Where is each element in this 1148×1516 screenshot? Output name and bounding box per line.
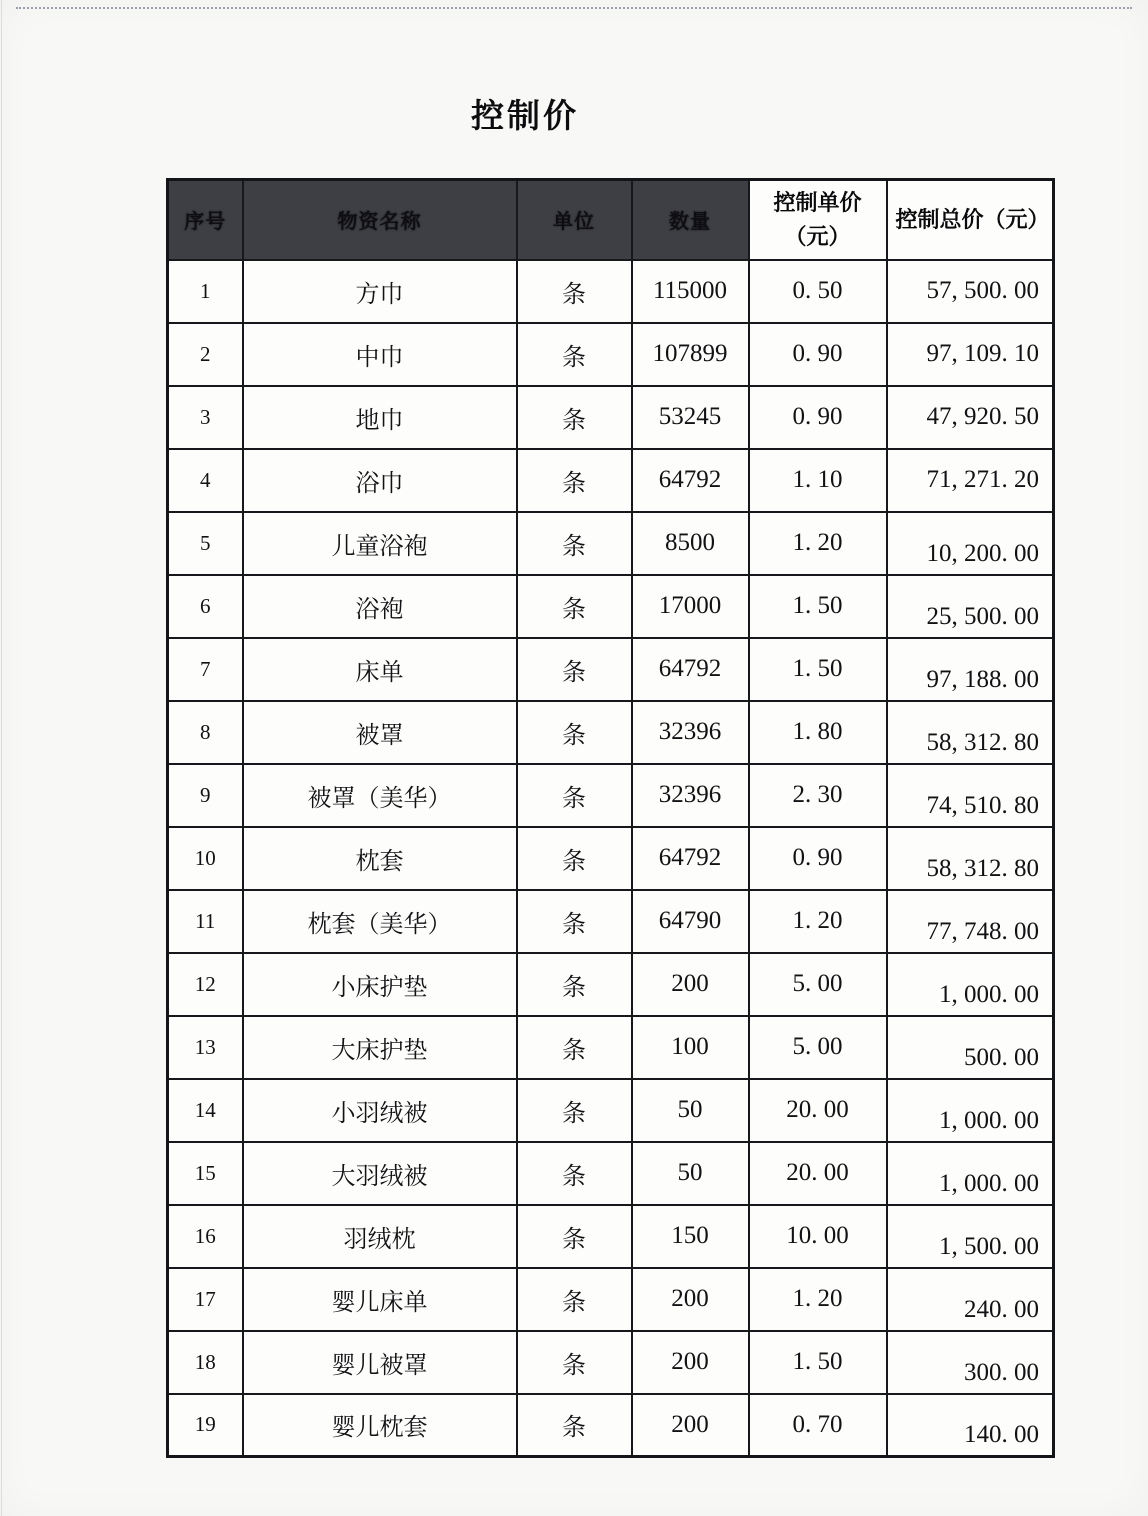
- cell-item-name: 被罩（美华）: [243, 764, 517, 827]
- cell-unit: 条: [517, 323, 632, 386]
- cell-seq: 10: [168, 827, 243, 890]
- cell-unit: 条: [517, 1331, 632, 1394]
- cell-total-price: 25, 500. 00: [887, 575, 1054, 638]
- cell-unit: 条: [517, 1142, 632, 1205]
- cell-total-price: 47, 920. 50: [887, 386, 1054, 449]
- cell-item-name: 婴儿枕套: [243, 1394, 517, 1457]
- table-row: [168, 260, 1054, 323]
- cell-quantity: 8500: [632, 512, 749, 575]
- header-cell-qty: 数量: [632, 180, 749, 260]
- table-row: [168, 512, 1054, 575]
- header-cell-unit: 单位: [517, 180, 632, 260]
- cell-quantity: 17000: [632, 575, 749, 638]
- cell-quantity: 200: [632, 953, 749, 1016]
- cell-unit-price: 1. 20: [749, 1268, 887, 1331]
- cell-total-price: 97, 188. 00: [887, 638, 1054, 701]
- table-row: [168, 953, 1054, 1016]
- table-header-row: [168, 180, 1054, 260]
- cell-quantity: 32396: [632, 764, 749, 827]
- cell-total-price: 77, 748. 00: [887, 890, 1054, 953]
- cell-seq: 5: [168, 512, 243, 575]
- cell-total-price: 1, 500. 00: [887, 1205, 1054, 1268]
- cell-total-price: 74, 510. 80: [887, 764, 1054, 827]
- cell-total-price: 240. 00: [887, 1268, 1054, 1331]
- cell-quantity: 100: [632, 1016, 749, 1079]
- table-row: [168, 638, 1054, 701]
- cell-total-price: 500. 00: [887, 1016, 1054, 1079]
- cell-quantity: 64792: [632, 449, 749, 512]
- cell-item-name: 婴儿被罩: [243, 1331, 517, 1394]
- cell-item-name: 中巾: [243, 323, 517, 386]
- cell-unit-price: 1. 80: [749, 701, 887, 764]
- table-row: [168, 386, 1054, 449]
- table-row: [168, 827, 1054, 890]
- cell-seq: 8: [168, 701, 243, 764]
- cell-quantity: 50: [632, 1079, 749, 1142]
- cell-seq: 19: [168, 1394, 243, 1457]
- cell-item-name: 大羽绒被: [243, 1142, 517, 1205]
- table-row: [168, 323, 1054, 386]
- cell-unit: 条: [517, 1205, 632, 1268]
- cell-seq: 17: [168, 1268, 243, 1331]
- header-cell-seq: 序号: [168, 180, 243, 260]
- cell-quantity: 200: [632, 1331, 749, 1394]
- cell-quantity: 32396: [632, 701, 749, 764]
- scan-artifact-left-edge: [1, 0, 2, 1516]
- table-row: [168, 1079, 1054, 1142]
- page-title: 控制价: [471, 97, 579, 134]
- cell-unit: 条: [517, 953, 632, 1016]
- scan-artifact-top-edge: [16, 7, 1132, 9]
- cell-seq: 9: [168, 764, 243, 827]
- cell-total-price: 300. 00: [887, 1331, 1054, 1394]
- cell-item-name: 浴巾: [243, 449, 517, 512]
- cell-total-price: 10, 200. 00: [887, 512, 1054, 575]
- cell-seq: 18: [168, 1331, 243, 1394]
- cell-unit-price: 5. 00: [749, 1016, 887, 1079]
- cell-unit: 条: [517, 701, 632, 764]
- cell-unit-price: 0. 90: [749, 386, 887, 449]
- cell-item-name: 羽绒枕: [243, 1205, 517, 1268]
- table-row: [168, 1331, 1054, 1394]
- table-row: [168, 1394, 1054, 1457]
- cell-unit-price: 0. 90: [749, 827, 887, 890]
- cell-unit-price: 1. 20: [749, 512, 887, 575]
- header-cell-total-price: 控制总价（元）: [887, 180, 1054, 260]
- cell-total-price: 58, 312. 80: [887, 827, 1054, 890]
- cell-unit: 条: [517, 827, 632, 890]
- cell-quantity: 50: [632, 1142, 749, 1205]
- cell-seq: 6: [168, 575, 243, 638]
- cell-quantity: 150: [632, 1205, 749, 1268]
- table-row: [168, 890, 1054, 953]
- cell-unit: 条: [517, 1079, 632, 1142]
- cell-total-price: 1, 000. 00: [887, 1079, 1054, 1142]
- cell-unit: 条: [517, 890, 632, 953]
- table-row: [168, 1268, 1054, 1331]
- cell-unit-price: 0. 70: [749, 1394, 887, 1457]
- header-cell-unit-price: 控制单价（元）: [749, 180, 887, 260]
- cell-unit: 条: [517, 1394, 632, 1457]
- cell-item-name: 婴儿床单: [243, 1268, 517, 1331]
- cell-item-name: 床单: [243, 638, 517, 701]
- header-cell-name: 物资名称: [243, 180, 517, 260]
- cell-quantity: 64790: [632, 890, 749, 953]
- cell-unit-price: 0. 50: [749, 260, 887, 323]
- cell-seq: 11: [168, 890, 243, 953]
- cell-item-name: 浴袍: [243, 575, 517, 638]
- table-row: [168, 701, 1054, 764]
- cell-quantity: 115000: [632, 260, 749, 323]
- cell-total-price: 1, 000. 00: [887, 1142, 1054, 1205]
- cell-unit: 条: [517, 449, 632, 512]
- cell-seq: 12: [168, 953, 243, 1016]
- table-row: [168, 764, 1054, 827]
- cell-unit-price: 2. 30: [749, 764, 887, 827]
- table-row: [168, 449, 1054, 512]
- cell-item-name: 小床护垫: [243, 953, 517, 1016]
- cell-item-name: 被罩: [243, 701, 517, 764]
- cell-seq: 3: [168, 386, 243, 449]
- control-price-table: [166, 178, 1055, 1458]
- cell-item-name: 地巾: [243, 386, 517, 449]
- table-body: [168, 260, 1054, 1457]
- cell-unit: 条: [517, 575, 632, 638]
- cell-quantity: 64792: [632, 827, 749, 890]
- table-row: [168, 1142, 1054, 1205]
- cell-unit-price: 1. 20: [749, 890, 887, 953]
- table-row: [168, 575, 1054, 638]
- cell-item-name: 枕套: [243, 827, 517, 890]
- cell-quantity: 64792: [632, 638, 749, 701]
- cell-unit: 条: [517, 638, 632, 701]
- cell-item-name: 小羽绒被: [243, 1079, 517, 1142]
- cell-total-price: 1, 000. 00: [887, 953, 1054, 1016]
- cell-unit-price: 1. 50: [749, 638, 887, 701]
- cell-unit-price: 1. 10: [749, 449, 887, 512]
- cell-item-name: 大床护垫: [243, 1016, 517, 1079]
- cell-total-price: 97, 109. 10: [887, 323, 1054, 386]
- cell-total-price: 58, 312. 80: [887, 701, 1054, 764]
- cell-seq: 4: [168, 449, 243, 512]
- cell-seq: 13: [168, 1016, 243, 1079]
- cell-quantity: 200: [632, 1268, 749, 1331]
- cell-seq: 2: [168, 323, 243, 386]
- cell-unit: 条: [517, 512, 632, 575]
- cell-unit: 条: [517, 764, 632, 827]
- cell-unit: 条: [517, 260, 632, 323]
- cell-quantity: 200: [632, 1394, 749, 1457]
- cell-unit-price: 5. 00: [749, 953, 887, 1016]
- table-row: [168, 1205, 1054, 1268]
- cell-unit-price: 20. 00: [749, 1142, 887, 1205]
- cell-total-price: 140. 00: [887, 1394, 1054, 1457]
- cell-item-name: 方巾: [243, 260, 517, 323]
- cell-seq: 16: [168, 1205, 243, 1268]
- cell-quantity: 53245: [632, 386, 749, 449]
- cell-seq: 14: [168, 1079, 243, 1142]
- cell-unit-price: 1. 50: [749, 575, 887, 638]
- cell-quantity: 107899: [632, 323, 749, 386]
- cell-unit-price: 20. 00: [749, 1079, 887, 1142]
- cell-unit-price: 10. 00: [749, 1205, 887, 1268]
- cell-total-price: 71, 271. 20: [887, 449, 1054, 512]
- cell-unit: 条: [517, 1016, 632, 1079]
- cell-item-name: 儿童浴袍: [243, 512, 517, 575]
- cell-total-price: 57, 500. 00: [887, 260, 1054, 323]
- table-row: [168, 1016, 1054, 1079]
- cell-seq: 1: [168, 260, 243, 323]
- cell-unit: 条: [517, 1268, 632, 1331]
- cell-item-name: 枕套（美华）: [243, 890, 517, 953]
- cell-seq: 15: [168, 1142, 243, 1205]
- cell-unit: 条: [517, 386, 632, 449]
- cell-unit-price: 1. 50: [749, 1331, 887, 1394]
- cell-unit-price: 0. 90: [749, 323, 887, 386]
- cell-seq: 7: [168, 638, 243, 701]
